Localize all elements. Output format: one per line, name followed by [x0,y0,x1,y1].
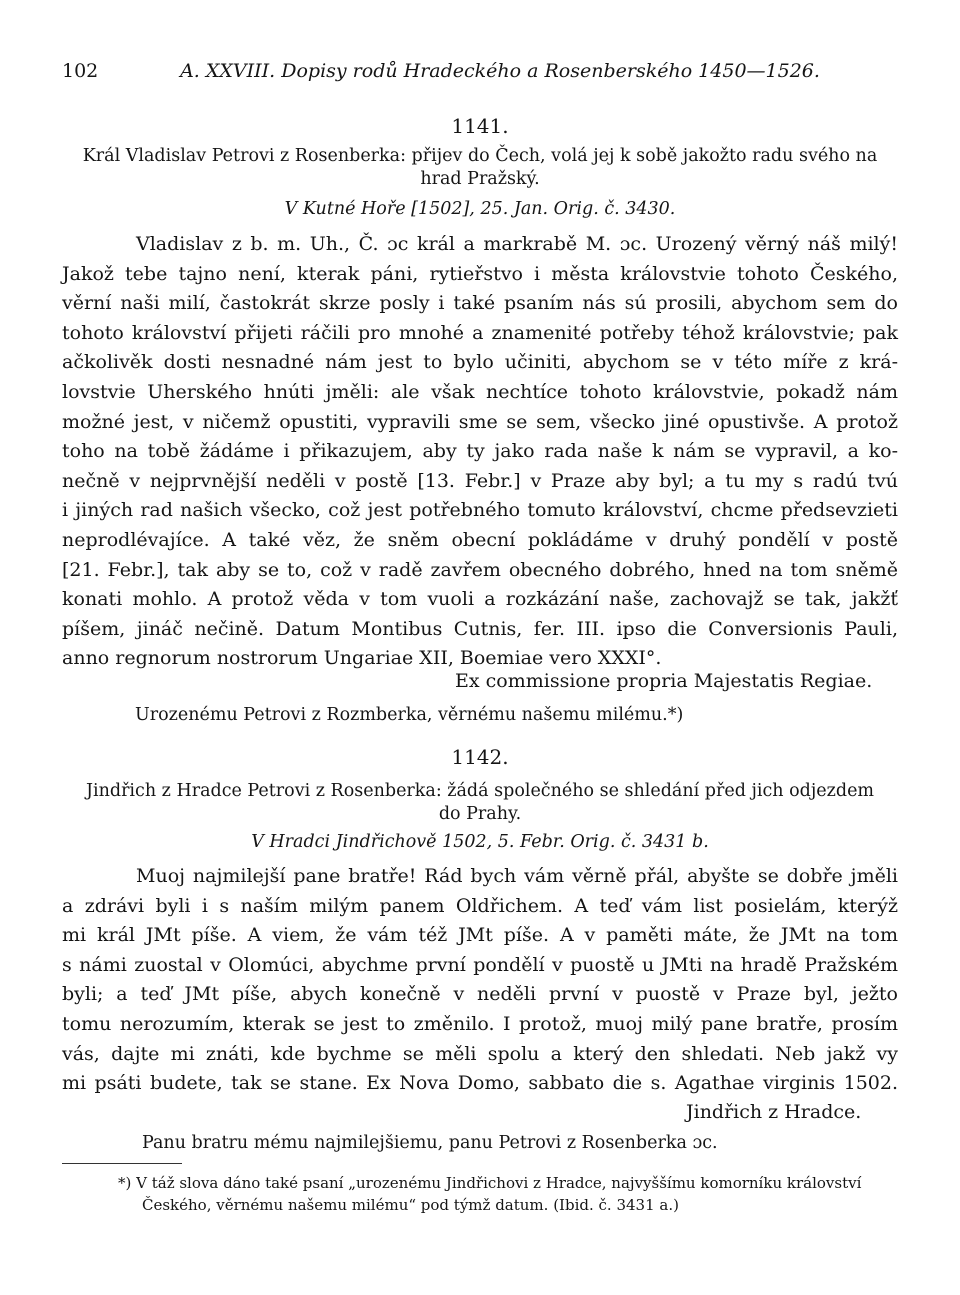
body-line: Vladislav z b. m. Uh., Č. ɔc král a markrabě M. ɔc. Urozený věrný náš milý! [136,233,898,255]
body-line: mi psáti budete, tak se stane. Ex Nova Domo, sabbato die s. Agathae virginis 1502. [62,1072,898,1095]
body-line: tohoto království přijeti ráčili pro mnohé a znamenité potřeby téhož královstvie; pak [62,321,898,344]
footnote-rule [62,1163,182,1164]
footnote-line: *) V táž slova dáno také psaní „urozenému Jindřichovi z Hradce, najvyššímu komorníku království [118,1174,862,1192]
body-line: i jiných rad našich všecko, což jest potřebného tomuto království, chcme předsevzieti [62,499,898,522]
letter-summary [62,145,898,191]
footnote [62,1172,898,1216]
body-line: a zdrávi byli i s naším milým panem Oldřichem. A teď vám list posielám, kterýž [62,894,898,917]
body-line: mi král JMt píše. A viem, že vám též JMt píše. A v paměti máte, že JMt na tom [62,924,898,947]
summary-line: hrad Pražský. [420,169,540,189]
running-title: A. XXVIII. Dopisy rodů Hradeckého a Rosenberského 1450—1526. [180,60,820,82]
body-line: neprodlévajíce. A také věz, že sněm obecní pokládáme v druhý pondělí v postě [62,528,898,551]
body-line: Muoj najmilejší pane bratře! Rád bych vám věrně přál, abyšte se dobře jměli [136,865,898,887]
summary-line: do Prahy. [438,804,522,824]
body-line: věrní naši milí, častokrát skrze posly i také psaním nás sú prosili, abychom sem do [62,292,898,315]
body-line: toho na tobě žádáme i přikazujem, aby ty jako rada naše k nám se vypravil, a ko- [62,440,898,463]
body-line: Jakož tebe tajno není, kterak páni, rytieřstvo i města královstvie tohoto Českého, [62,262,898,285]
summary-line: Jindřich z Hradce Petrovi z Rosenberka: žádá společného se shledání před jich odjezdem [85,781,875,801]
body-line: s námi zuostal v Olomúci, abychme první pondělí v puostě u JMti na hradě Pražském [62,953,898,976]
body-line: lovstvie Uherského hnúti jměli: ale však nechtíce tohoto královstvie, pokadž nám [62,380,898,403]
letter-body [62,862,898,1099]
letter-address: Panu bratru mému najmilejšiemu, panu Petrovi z Rosenberka ɔc. [142,1133,718,1153]
body-line: byli; a teď JMt píše, abych konečně v neděli první v puostě v Praze byl, ježto [62,983,898,1006]
body-line: anno regnorum nostrorum Ungariae XII, Boemiae vero XXXI°. [62,647,662,670]
body-line: ačkolivěk dosti nesnadné nám jest to bylo učiniti, abychom se v této míře z krá- [62,351,898,374]
letter-address: Urozenému Petrovi z Rozmberka, věrnému našemu milému.*) [135,705,684,725]
body-line: nečně v nejprvnější neděli v postě [13. Febr.] v Praze aby byl; a tu my s radú tvú [62,469,898,492]
letter-summary [62,780,898,826]
letter-body [62,230,898,674]
letter-closing: Jindřich z Hradce. [686,1101,862,1123]
letter-number: 1142. [451,745,509,769]
letter-closing: Ex commissione propria Majestatis Regiae. [455,670,873,692]
footnote-line: Českého, věrnému našemu milému“ pod týmž datum. (Ibid. č. 3431 a.) [142,1196,679,1214]
summary-line: Král Vladislav Petrovi z Rosenberka: přijev do Čech, volá jej k sobě jakožto radu svého na [82,146,878,166]
body-line: vás, dajte mi znáti, kde bychme se měli spolu a který den shledati. Neb jakž vy [62,1042,898,1065]
body-line: konati mohlo. A protož věda v tom vuoli a rozkázání naše, zachovajž se tak, jakžť [62,588,898,611]
body-line: [21. Febr.], tak aby se to, což v radě zavřem obecného dobrého, hned na tom sněmě [62,558,898,581]
body-line: tomu nerozumím, kterak se jest to změnilo. I protož, muoj milý pane bratře, prosím [62,1012,898,1035]
letter-source: V Kutné Hoře [1502], 25. Jan. Orig. č. 3430. [284,199,676,219]
page-number: 102 [62,60,99,82]
body-line: píšem, jináč nečině. Datum Montibus Cutnis, fer. III. ipso die Conversionis Pauli, [62,617,898,640]
letter-number: 1141. [451,114,509,138]
body-line: možné jest, v ničemž opustiti, vypravili sme se sem, všecko jiné opustivše. A protož [62,410,898,433]
letter-source: V Hradci Jindřichově 1502, 5. Febr. Orig. č. 3431 b. [251,832,709,852]
